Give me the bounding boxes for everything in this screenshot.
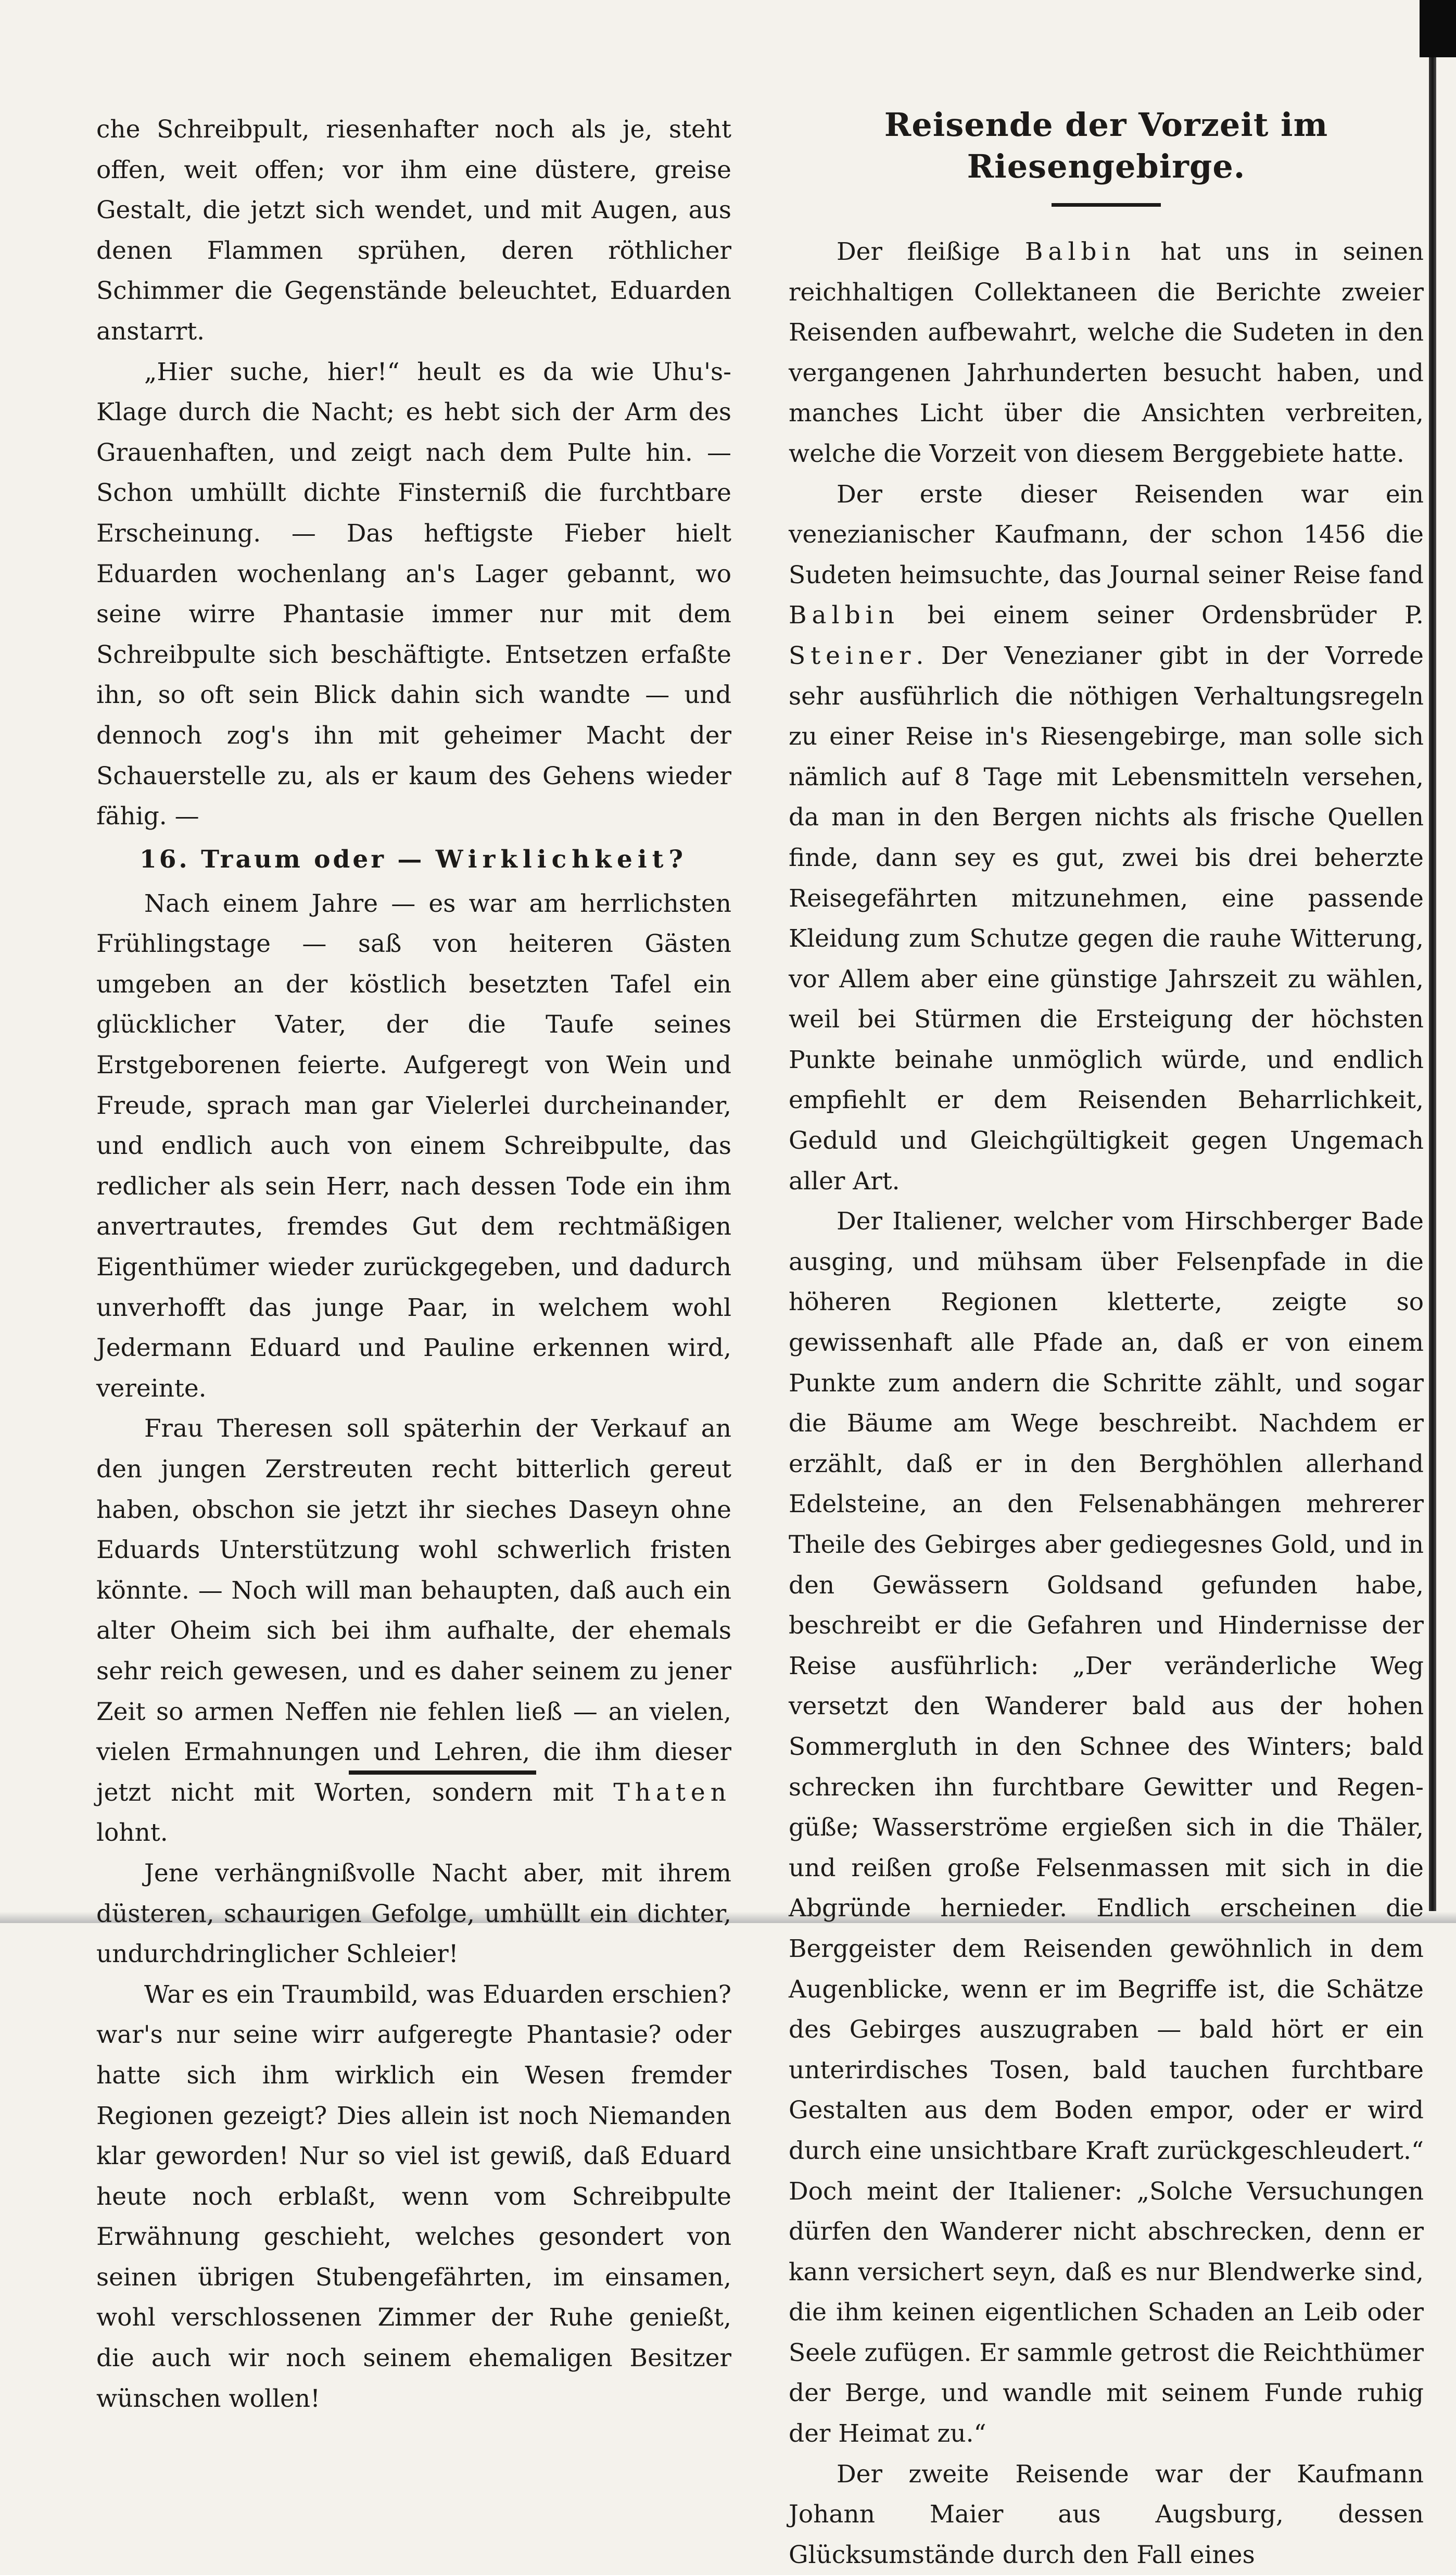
end-of-story-rule [349,1770,536,1775]
section-heading-16 [96,837,731,884]
article-title: Reisende der Vorzeit im Riesengebirge. [884,106,1328,185]
left-column [96,109,731,2419]
left-paragraph-3: Nach einem Jahre — es war am herrlichsten Frühlingstage — saß von heiteren Gästen umgeben an der köstlich besetzten Tafel ein glücklicher Vater, der die Taufe seines Erstgeborenen feierte. Aufgeregt von Wein und Freude, sprach man gar Vielerlei durcheinander, und endlich auch von einem Schreibpulte, das redlicher als sein Herr, nach dessen Tode ein ihm anvertrautes, fremdes Gut dem rechtmäßigen Eigenthümer wieder zurückgegeben, und dadurch unverhofft das junge Paar, in welchem wohl Jedermann Eduard und Pauline erkennen wird, vereinte. [96,889,731,1403]
right-paragraph-4: Der zweite Reisende war der Kaufmann Johann Maier aus Augsburg, dessen Glücksumstände durch den Fall eines [789,2459,1424,2569]
section-heading-prefix: 16. Traum oder — [140,845,436,874]
right-paragraph-2-text-a: Der erste dieser Reisenden war ein venezianischer Kaufmann, der schon 1456 die Sudeten heimsuchte, das Journal seiner Reise fand [789,480,1424,589]
left-paragraph-4 [96,1409,731,1853]
left-paragraph-5: Jene verhängnißvolle Nacht aber, mit ihrem düsteren, schaurigen Gefolge, umhüllt ein dichter, undurchdringlicher Schleier! [96,1858,731,1969]
left-paragraph-1: che Schreibpult, riesenhafter noch als je, steht offen, weit offen; vor ihm eine düstere, greise Gestalt, die jetzt sich wendet, und mit Augen, aus denen Flammen sprühen, deren röthlicher Schimmer die Gegenstände beleuchtet, Eduarden anstarrt. [96,115,731,346]
scan-edge-dark-corner [1420,0,1456,57]
right-paragraph-2-text-c: . Der Venezianer gibt in der Vorrede sehr ausführlich die nöthigen Verhaltungsregeln zu einer Reise in's Riesengebirge, man solle sich nämlich auf 8 Tage mit Lebensmitteln versehen, da man in den Bergen nichts als frische Quellen finde, dann sey es gut, zwei bis drei beherzte Reisegefährten mitzunehmen, eine passende Kleidung zum Schutze gegen die rauhe Witterung, vor Allem aber eine günstige Jahrszeit zu wählen, weil bei Stürmen die Ersteigung der höchsten Punkte beinahe unmöglich würde, und endlich empfiehlt er dem Reisenden Beharrlichkeit, Geduld und Gleichgültigkeit gegen Ungemach aller Art. [789,641,1424,1196]
right-paragraph-1-text-a: Der fleißige [837,237,1025,266]
left-paragraph-4-text-b: lohnt. [96,1818,168,1848]
title-rule [1052,203,1161,207]
right-paragraph-1-spaced-name: Balbin [1024,237,1136,266]
right-paragraph-2-text-b: bei einem seiner Ordensbrüder P. [899,601,1424,630]
right-paragraph-1-text-b: hat uns in seinen reichhaltigen Collektaneen die Berichte zweier Reisenden aufbewahrt, welche die Sudeten in den vergangenen Jahrhunderten besucht haben, und manches Licht über die Ansichten verbreiten, welche die Vorzeit von diesem Berggebiete hatte. [789,237,1424,468]
left-paragraph-6: War es ein Traumbild, was Eduarden erschien? war's nur seine wirr aufgeregte Phantasie? oder hatte sich ihm wirklich ein Wesen fremder Regionen gezeigt? Dies allein ist noch Niemanden klar geworden! Nur so viel ist gewiß, daß Eduard heute noch erblaßt, wenn vom Schreibpulte Erwähnung geschieht, welches gesondert von seinen übrigen Stubengefährten, im einsamen, wohl verschlossenen Zimmer der Ruhe genießt, die auch wir noch seinem ehemaligen Besitzer wünschen wollen! [96,1980,731,2413]
right-paragraph-3: Der Italiener, welcher vom Hirschberger Bade ausging, und mühsam über Felsenpfade in die höheren Regionen kletterte, zeigte so gewissenhaft alle Pfade an, daß er von einem Punkte zum andern die Schritte zählt, und sogar die Bäume am Wege beschreibt. Nachdem er erzählt, daß er in den Berghöhlen allerhand Edelsteine, an den Felsenabhängen mehrerer Theile des Gebirges aber gediegesnes Gold, und in den Gewässern Goldsand gefunden habe, beschreibt er die Gefahren und Hindernisse der Reise ausführlich: „Der veränderliche Weg versetzt den Wanderer bald aus der hohen Sommergluth in den Schnee des Winters; bald schrecken ihn furchtbare Gewitter und Regengüße; Wasserströme ergießen sich in die Thäler, und reißen große Felsenmassen mit sich in die Abgründe hernieder. Endlich erscheinen die Berggeister dem Reisenden gewöhnlich in dem Augenblicke, wenn er im Begriffe ist, die Schätze des Gebirges auszugraben — bald hört er ein unterirdisches Tosen, bald tauchen furchtbare Gestalten aus dem Boden empor, oder er wird durch eine unsichtbare Kraft zurückgeschleudert.“ Doch meint der Italiener: „Solche Versuchungen dürfen den Wanderer nicht abschrecken, denn er kann versichert seyn, daß es nur Blendwerke sind, die ihm keinen eigentlichen Schaden an Leib oder Seele zufügen. Er sammle getrost die Reichthümer der Berge, und wandle mit seinem Funde ruhig der Heimat zu.“ [789,1207,1424,2448]
section-heading-spaced-word: Wirklichkeit? [435,845,688,874]
left-paragraph-4-spaced-word: Thaten [613,1778,731,1807]
left-paragraph-2: „Hier suche, hier!“ heult es da wie Uhu's-Klage durch die Nacht; es hebt sich der Arm des Grauenhaften, und zeigt nach dem Pulte hin. — Schon umhüllt dichte Finsterniß die furchtbare Erscheinung. — Das heftigste Fieber hielt Eduarden wochenlang an's Lager gebannt, wo seine wirre Phantasie immer nur mit dem Schreibpulte sich beschäftigte. Entsetzen erfaßte ihn, so oft sein Blick dahin sich wandte — und dennoch zog's ihn mit geheimer Macht der Schauerstelle zu, als er kaum des Gehens wieder fähig. — [96,357,731,831]
right-paragraph-2-spaced-name-2: Steiner [789,641,916,670]
right-paragraph-2 [789,474,1424,1202]
right-paragraph-1 [789,232,1424,474]
left-paragraph-4-text-a: Frau Theresen soll späterhin der Verkauf an den jungen Zerstreuten recht bitterlich gereut haben, obschon sie jetzt ihr sieches Daseyn ohne Eduards Unterstützung wohl schwerlich fristen könnte. — Noch will man behaupten, daß auch ein alter Oheim sich bei ihm aufhalte, der ehemals sehr reich gewesen, und es daher seinem zu jener Zeit so armen Neffen nie fehlen ließ — an vielen, vielen Ermahnungen und Lehren, die ihm dieser jetzt nicht mit Worten, sondern mit [96,1414,731,1807]
right-column [789,104,1424,2575]
right-paragraph-2-spaced-name-1: Balbin [789,601,900,630]
scan-edge-binding-line [1429,57,1436,1911]
